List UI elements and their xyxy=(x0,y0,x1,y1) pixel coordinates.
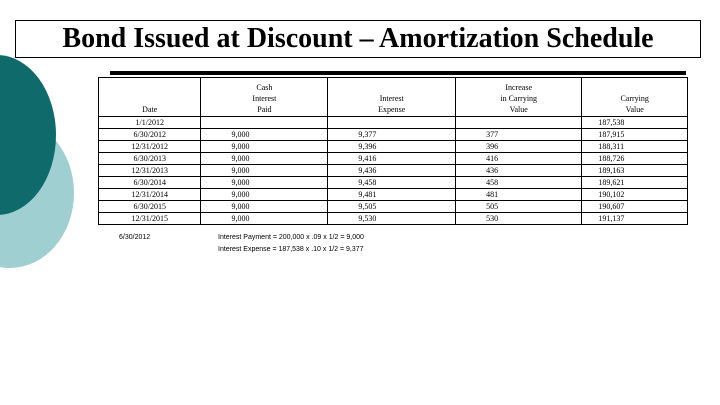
cell-interest: 9,458 xyxy=(328,177,456,189)
cell-increase: 530 xyxy=(456,213,582,225)
cell-cash: 9,000 xyxy=(201,129,328,141)
header-date: Date xyxy=(99,78,201,117)
cell-carrying: 187,915 xyxy=(582,129,688,141)
note-interest-payment: Interest Payment = 200,000 x .09 x 1/2 = 9,000 xyxy=(218,234,364,241)
cell-interest: 9,481 xyxy=(328,189,456,201)
cell-date: 12/31/2014 xyxy=(99,189,201,201)
cell-increase: 436 xyxy=(456,165,582,177)
table-row xyxy=(99,117,688,129)
cell-date: 6/30/2014 xyxy=(99,177,201,189)
table-header-row xyxy=(99,78,688,117)
cell-date: 1/1/2012 xyxy=(99,117,201,129)
cell-carrying: 189,163 xyxy=(582,165,688,177)
cell-carrying: 190,102 xyxy=(582,189,688,201)
header-cash-interest-paid: Cash Interest Paid xyxy=(201,78,328,117)
note-date: 6/30/2012 xyxy=(119,234,151,241)
table-row xyxy=(99,189,688,201)
amortization-table xyxy=(98,77,688,225)
title-frame xyxy=(15,20,701,58)
table-row xyxy=(99,153,688,165)
header-increase-carrying-value: Increase in Carrying Value xyxy=(456,78,582,117)
cell-increase: 396 xyxy=(456,141,582,153)
header-carrying-value: Carrying Value xyxy=(582,78,688,117)
cell-date: 6/30/2015 xyxy=(99,201,201,213)
cell-increase: 505 xyxy=(456,201,582,213)
cell-interest: 9,436 xyxy=(328,165,456,177)
table-row xyxy=(99,165,688,177)
table-row xyxy=(99,141,688,153)
cell-increase: 458 xyxy=(456,177,582,189)
cell-cash: 9,000 xyxy=(201,153,328,165)
cell-cash: 9,000 xyxy=(201,201,328,213)
cell-date: 6/30/2013 xyxy=(99,153,201,165)
cell-carrying: 189,621 xyxy=(582,177,688,189)
cell-cash: 9,000 xyxy=(201,165,328,177)
cell-interest: 9,396 xyxy=(328,141,456,153)
cell-date: 12/31/2012 xyxy=(99,141,201,153)
cell-cash: 9,000 xyxy=(201,213,328,225)
table-row xyxy=(99,213,688,225)
cell-cash: 9,000 xyxy=(201,177,328,189)
note-interest-expense: Interest Expense = 187,538 x .10 x 1/2 = 9,377 xyxy=(218,246,364,253)
cell-carrying: 187,538 xyxy=(582,117,688,129)
cell-carrying: 188,311 xyxy=(582,141,688,153)
cell-date: 6/30/2012 xyxy=(99,129,201,141)
cell-carrying: 188,726 xyxy=(582,153,688,165)
table-row xyxy=(99,129,688,141)
cell-interest: 9,505 xyxy=(328,201,456,213)
cell-interest: 9,530 xyxy=(328,213,456,225)
cell-interest xyxy=(328,117,456,129)
cell-interest: 9,377 xyxy=(328,129,456,141)
cell-increase xyxy=(456,117,582,129)
header-rule xyxy=(110,71,686,75)
cell-increase: 416 xyxy=(456,153,582,165)
cell-interest: 9,416 xyxy=(328,153,456,165)
cell-carrying: 191,137 xyxy=(582,213,688,225)
cell-increase: 377 xyxy=(456,129,582,141)
header-interest-expense: Interest Expense xyxy=(328,78,456,117)
cell-carrying: 190,607 xyxy=(582,201,688,213)
table-row xyxy=(99,201,688,213)
cell-date: 12/31/2013 xyxy=(99,165,201,177)
table-row xyxy=(99,177,688,189)
cell-cash: 9,000 xyxy=(201,141,328,153)
cell-cash xyxy=(201,117,328,129)
page-title: Bond Issued at Discount – Amortization Schedule xyxy=(62,23,654,54)
cell-increase: 481 xyxy=(456,189,582,201)
cell-cash: 9,000 xyxy=(201,189,328,201)
cell-date: 12/31/2015 xyxy=(99,213,201,225)
